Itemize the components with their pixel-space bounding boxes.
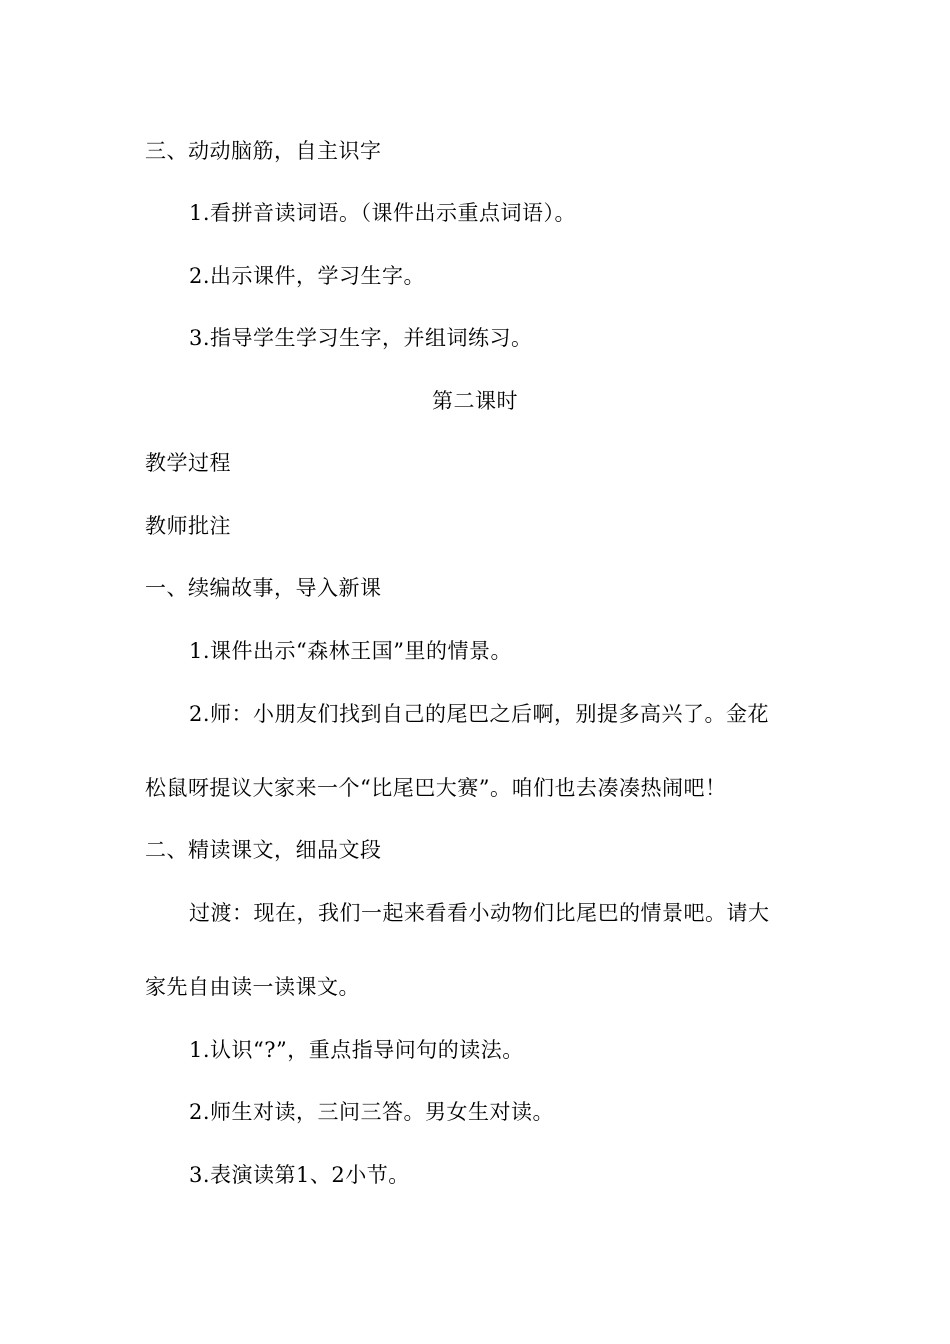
paragraph: 1.课件出示“森林王国”里的情景。 [189, 639, 513, 663]
subheading-teaching-process: 教学过程 [145, 451, 231, 475]
subheading-teacher-notes: 教师批注 [145, 514, 231, 538]
paragraph: 3.指导学生学习生字，并组词练习。 [189, 326, 533, 350]
lesson-title: 第二课时 [432, 389, 518, 413]
paragraph: 3.表演读第1、2小节。 [189, 1163, 410, 1187]
section-heading-2: 二、精读课文，细品文段 [145, 838, 382, 862]
paragraph: 1.认识“?”，重点指导问句的读法。 [189, 1038, 524, 1062]
paragraph: 2.师生对读，三问三答。男女生对读。 [189, 1100, 555, 1124]
paragraph: 2.出示课件，学习生字。 [189, 264, 426, 288]
section-heading-3: 三、动动脑筋，自主识字 [145, 139, 382, 163]
paragraph: 1.看拼音读词语。（课件出示重点词语）。 [189, 201, 577, 225]
paragraph: 2.师：小朋友们找到自己的尾巴之后啊，别提多高兴了。金花 [189, 702, 770, 726]
paragraph-continuation: 松鼠呀提议大家来一个“比尾巴大赛”。咱们也去凑凑热闹吧！ [145, 776, 727, 800]
section-heading-1: 一、续编故事，导入新课 [145, 576, 382, 600]
paragraph: 过渡：现在，我们一起来看看小动物们比尾巴的情景吧。请大 [189, 901, 770, 925]
paragraph-continuation: 家先自由读一读课文。 [145, 975, 360, 999]
